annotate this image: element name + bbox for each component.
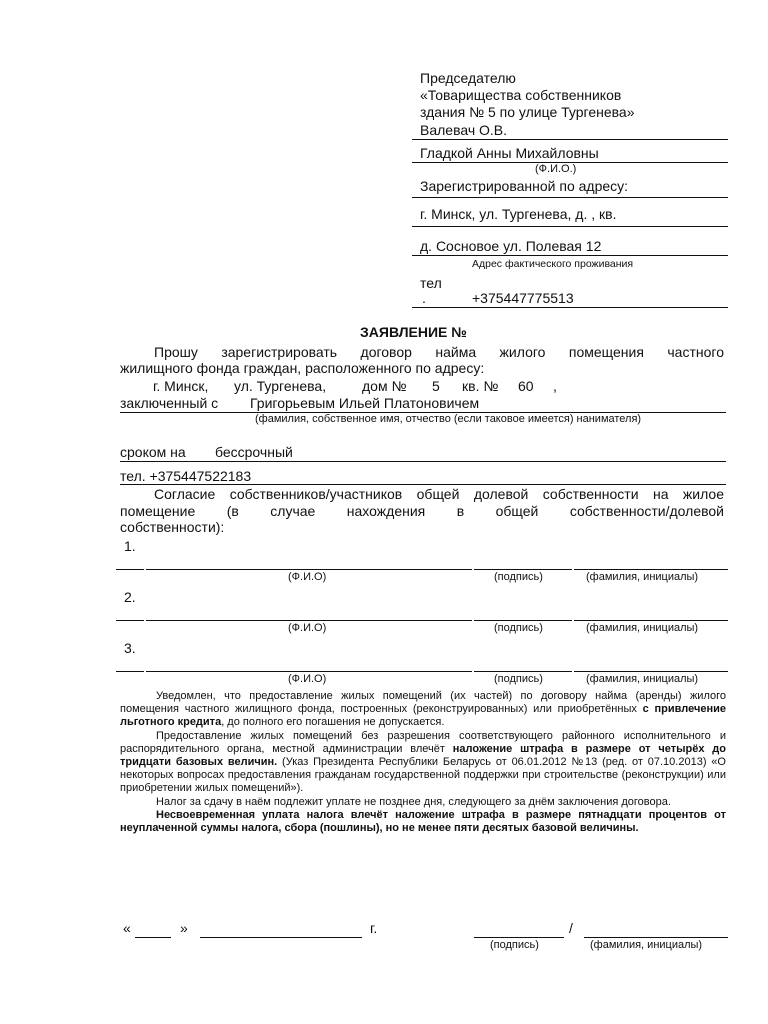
signature-row-number: 3. bbox=[124, 640, 136, 656]
footer-initials-caption: (фамилия, инициалы) bbox=[590, 939, 703, 951]
sign-line bbox=[474, 620, 572, 621]
address-city: г. Минск, bbox=[153, 378, 209, 394]
notice-paragraph-2: Предоставление жилых помещений без разрешения соответствующего районного исполнительного и распорядительного органа, местной администрации влечёт наложение штрафа в размере от четырёх до тридцати базовых величин. (Указ Президента Республики Беларусь от 06.01.2012 №13 (ред. от 07.10.2013) «О некоторых вопросах предоставления гражданам государственной поддержки при строительстве (реконструкции) или приобретении жилых помещений»). bbox=[120, 729, 726, 795]
tenant-phone: тел. +375447522183 bbox=[120, 468, 252, 484]
divider bbox=[120, 484, 726, 485]
document-title: ЗАЯВЛЕНИЕ № bbox=[360, 324, 467, 340]
registered-address: г. Минск, ул. Тургенева, д. , кв. bbox=[420, 206, 617, 222]
phone-label: тел bbox=[420, 275, 442, 291]
date-day-line bbox=[135, 937, 171, 938]
fio-caption: (Ф.И.О) bbox=[288, 673, 327, 685]
sign-caption: (подпись) bbox=[494, 571, 543, 583]
initials-line bbox=[574, 620, 728, 621]
address-street: ул. Тургенева, bbox=[234, 378, 327, 394]
initials-line bbox=[574, 671, 728, 672]
address-flat: 60 bbox=[518, 378, 534, 394]
initials-caption: (фамилия, инициалы) bbox=[586, 673, 699, 685]
registered-label: Зарегистрированной по адресу: bbox=[420, 178, 629, 194]
address-comma: , bbox=[553, 378, 557, 394]
concluded-label: заключенный с bbox=[120, 395, 219, 411]
sign-caption: (подпись) bbox=[494, 622, 543, 634]
term-value: бессрочный bbox=[215, 444, 293, 460]
divider bbox=[412, 255, 728, 256]
request-line-1: Прошу зарегистрировать договор найма жилого помещения частного bbox=[154, 344, 724, 360]
actual-address-caption: Адрес фактического проживания bbox=[472, 258, 634, 270]
footer-sign-caption: (подпись) bbox=[490, 939, 539, 951]
divider bbox=[116, 569, 144, 570]
date-quote-close: » bbox=[180, 920, 188, 936]
divider bbox=[120, 461, 726, 462]
divider bbox=[412, 197, 728, 198]
year-suffix: г. bbox=[370, 920, 378, 936]
sign-caption: (подпись) bbox=[494, 673, 543, 685]
addressee-line-1: Председателю bbox=[420, 70, 516, 86]
phone-value: +375447775513 bbox=[472, 290, 574, 306]
signature-row-number: 1. bbox=[124, 538, 136, 554]
address-flat-label: кв. № bbox=[462, 378, 499, 394]
notice-paragraph-4: Несвоевременная уплата налога влечёт наложение штрафа в размере пятнадцати процентов от неуплаченной суммы налога, сбора (пошлины), но не менее пяти десятых базовой величины. bbox=[120, 808, 726, 835]
initials-line bbox=[574, 569, 728, 570]
footer-sign-line bbox=[474, 937, 564, 938]
fio-caption: (Ф.И.О) bbox=[288, 571, 327, 583]
phone-dot: . bbox=[422, 290, 426, 306]
consent-line-1: Согласие собственников/участников общей долевой собственности на жилое bbox=[154, 486, 724, 502]
notice-paragraph-3: Налог за сдачу в наём подлежит уплате не позднее дня, следующего за днём заключения договора. bbox=[156, 795, 671, 808]
signature-row-number: 2. bbox=[124, 589, 136, 605]
divider bbox=[116, 620, 144, 621]
tenant-name: Григорьевым Ильей Платоновичем bbox=[250, 395, 480, 411]
notice-paragraph-1: Уведомлен, что предоставление жилых помещений (их частей) по договору найма (аренды) жилого помещения частного жилищного фонда, построенных (реконструированных) или приобретённых с привлечение льготного кредита, до полного его погашения не допускается. bbox=[120, 690, 726, 729]
initials-caption: (фамилия, инициалы) bbox=[586, 571, 699, 583]
fio-line bbox=[146, 620, 472, 621]
fio-line bbox=[146, 569, 472, 570]
divider bbox=[116, 671, 144, 672]
divider bbox=[412, 139, 728, 140]
tenant-caption: (фамилия, собственное имя, отчество (если таковое имеется) нанимателя) bbox=[255, 413, 642, 425]
address-house-label: дом № bbox=[362, 378, 407, 394]
fio-line bbox=[146, 671, 472, 672]
addressee-line-2: «Товарищества собственников bbox=[420, 87, 622, 103]
date-quote-open: « bbox=[123, 920, 131, 936]
consent-line-3: собственности): bbox=[120, 519, 225, 535]
date-month-line bbox=[200, 937, 362, 938]
slash: / bbox=[569, 920, 573, 936]
footer-initials-line bbox=[584, 937, 728, 938]
term-label: сроком на bbox=[120, 444, 186, 460]
request-line-2: жилищного фонда граждан, расположенного по адресу: bbox=[120, 360, 485, 376]
initials-caption: (фамилия, инициалы) bbox=[586, 622, 699, 634]
divider bbox=[412, 307, 728, 308]
addressee-name: Валевач О.В. bbox=[420, 122, 508, 138]
sign-line bbox=[474, 671, 572, 672]
sign-line bbox=[474, 569, 572, 570]
address-house: 5 bbox=[432, 378, 440, 394]
fio-caption: (Ф.И.О.) bbox=[535, 163, 577, 175]
consent-line-2: помещение (в случае нахождения в общей собственности/долевой bbox=[120, 503, 724, 519]
notice-block bbox=[120, 690, 726, 835]
fio-caption: (Ф.И.О) bbox=[288, 622, 327, 634]
divider bbox=[412, 226, 728, 227]
addressee-line-3: здания № 5 по улице Тургенева» bbox=[420, 104, 635, 120]
actual-address: д. Сосновое ул. Полевая 12 bbox=[420, 238, 602, 254]
applicant-name: Гладкой Анны Михайловны bbox=[420, 145, 599, 161]
